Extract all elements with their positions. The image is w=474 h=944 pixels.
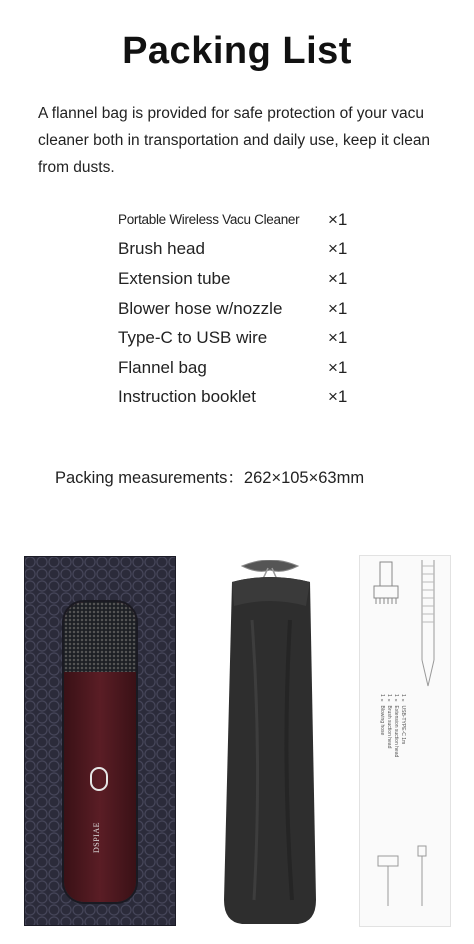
item-name: Brush head	[118, 239, 205, 259]
item-qty: ×1	[328, 357, 348, 377]
item-name: Instruction booklet	[118, 387, 256, 407]
vacuum-cleaner-image	[64, 602, 136, 902]
list-item	[118, 294, 358, 324]
accessory-line: 1 × USB-TYPE-C 1m	[400, 694, 406, 745]
item-name: Portable Wireless Vacu Cleaner	[118, 212, 300, 228]
item-qty: ×1	[328, 239, 348, 259]
intro-paragraph: A flannel bag is provided for safe protection of your vacu cleaner both in transportation and daily use, keep it clean from dusts.	[38, 105, 431, 176]
item-name: Blower hose w/nozzle	[118, 298, 283, 318]
item-name: Extension tube	[118, 268, 231, 288]
item-qty: ×1	[328, 268, 348, 288]
list-item	[118, 264, 358, 294]
item-qty: ×1	[328, 387, 348, 407]
item-name: Type-C to USB wire	[118, 328, 268, 348]
list-item	[118, 383, 358, 413]
packing-list	[118, 205, 358, 412]
item-name: Flannel bag	[118, 357, 207, 377]
item-qty: ×1	[328, 328, 348, 348]
device-grille	[64, 602, 136, 672]
page-title: Packing List	[122, 30, 352, 72]
flannel-bag-image	[212, 560, 328, 930]
list-item	[118, 205, 358, 235]
list-item	[118, 235, 358, 265]
accessory-list-label	[378, 694, 406, 757]
item-qty: ×1	[328, 209, 348, 229]
accessory-box-image	[360, 556, 450, 926]
product-box-image	[24, 556, 176, 926]
accessory-line: 1 × Extension suction head	[393, 694, 399, 758]
power-button-icon	[90, 767, 108, 791]
list-item	[118, 323, 358, 353]
accessory-line: 1 × Blowing hose	[379, 694, 385, 736]
packing-measurements: Packing measurements：262×105×63mm	[55, 469, 365, 487]
brand-logo: DSPIAE	[92, 822, 101, 854]
accessory-line: 1 × Brush suction head	[386, 694, 392, 749]
list-item	[118, 353, 358, 383]
item-qty: ×1	[328, 298, 348, 318]
